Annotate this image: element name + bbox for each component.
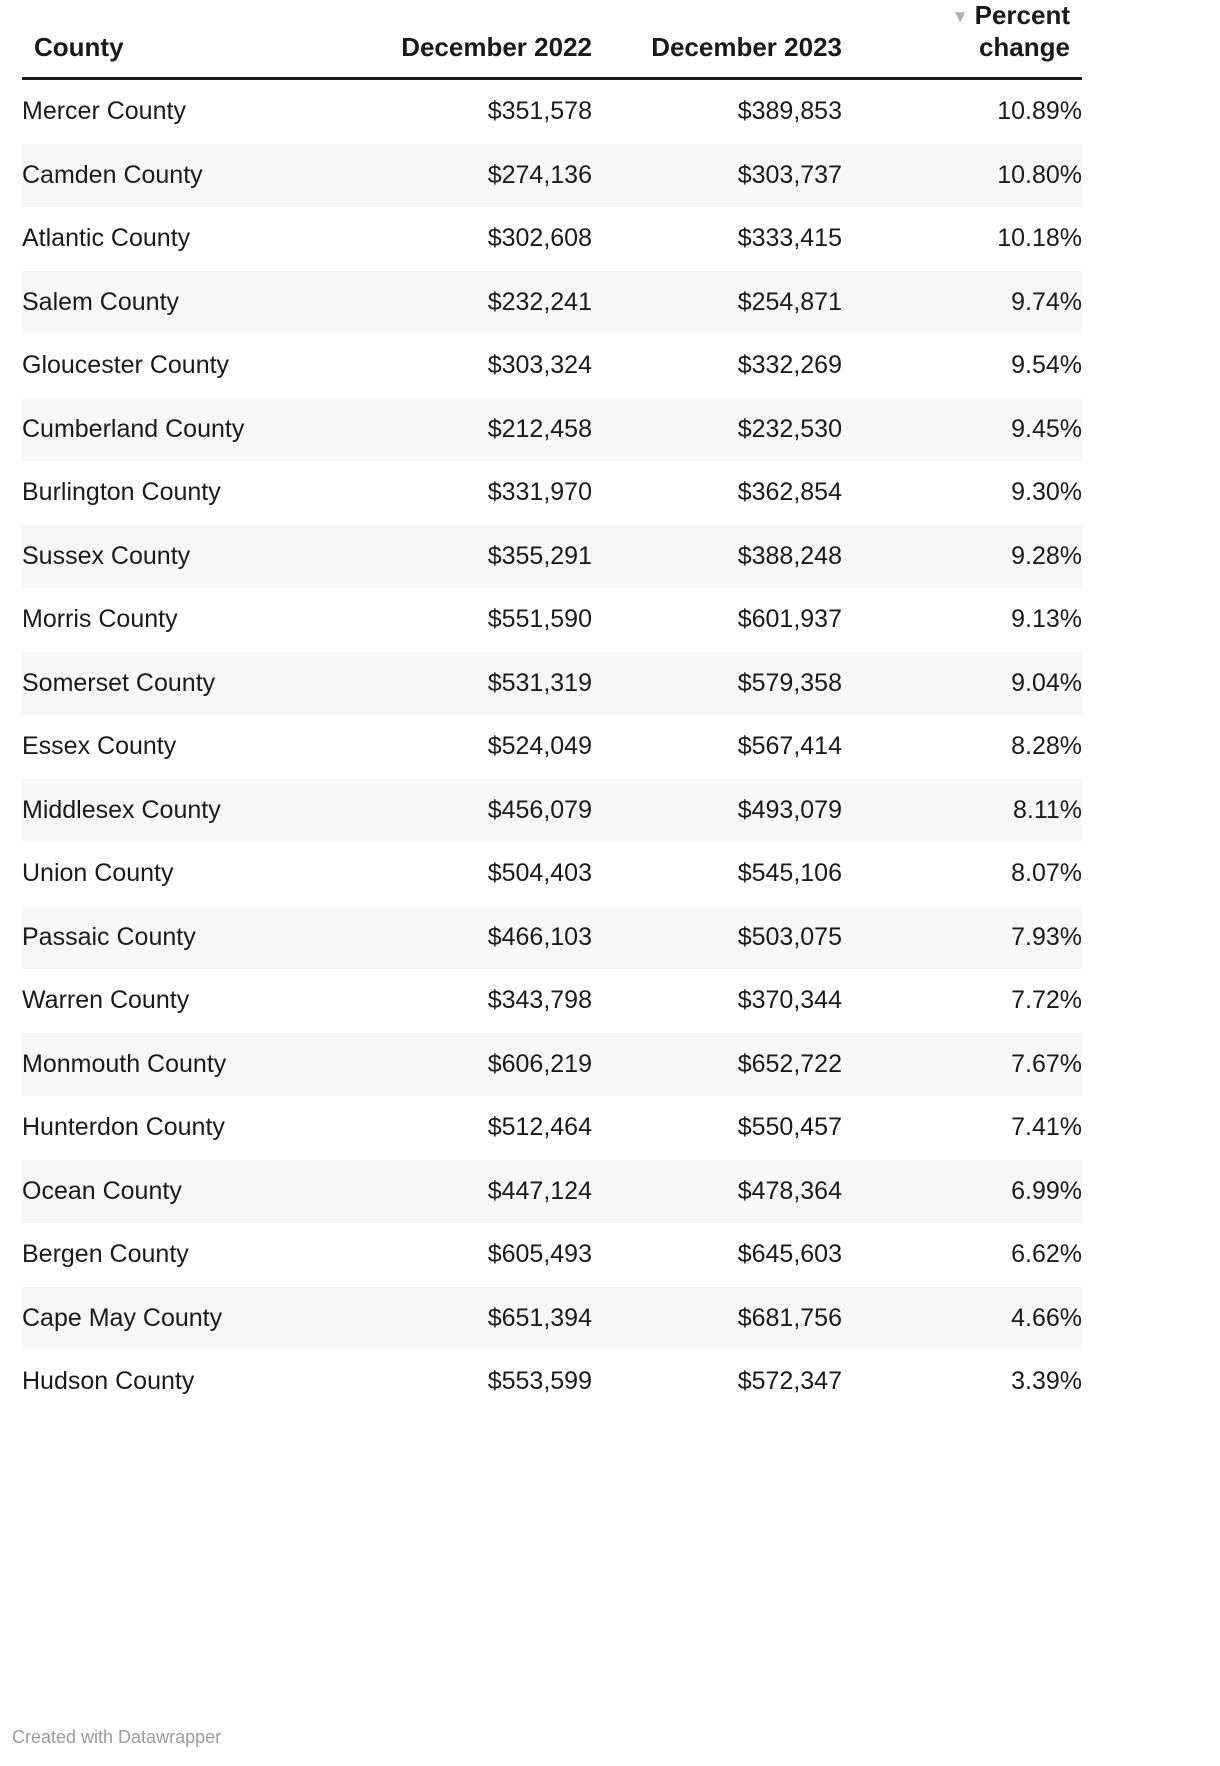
cell-december-2023: $388,248: [737, 541, 842, 570]
table-row: [22, 1033, 1082, 1097]
cell-percent-change: 9.13%: [1011, 605, 1082, 634]
column-header-county[interactable]: [22, 0, 342, 79]
cell-county: Ocean County: [22, 1176, 182, 1205]
cell-county: Warren County: [22, 986, 190, 1015]
cell-percent-change: 9.54%: [1011, 351, 1082, 380]
cell-december-2023: $579,358: [737, 668, 842, 697]
cell-county: Burlington County: [22, 478, 221, 507]
cell-december-2023: $550,457: [737, 1113, 842, 1142]
cell-county: Union County: [22, 859, 174, 888]
cell-december-2022: $447,124: [487, 1176, 592, 1205]
cell-county: Essex County: [22, 732, 177, 761]
cell-december-2023: $545,106: [737, 859, 842, 888]
cell-december-2022: $524,049: [487, 732, 592, 761]
cell-december-2022: $531,319: [487, 668, 592, 697]
table-header: [22, 0, 1082, 79]
table-row: [22, 652, 1082, 716]
cell-december-2022: $456,079: [487, 795, 592, 824]
cell-percent-change: 9.28%: [1011, 541, 1082, 570]
table-row: [22, 525, 1082, 589]
cell-december-2022: $605,493: [487, 1240, 592, 1269]
table-row: [22, 779, 1082, 843]
table-row: [22, 1223, 1082, 1287]
cell-december-2022: $212,458: [487, 414, 592, 443]
cell-december-2023: $493,079: [737, 795, 842, 824]
cell-percent-change: 10.18%: [997, 224, 1082, 253]
cell-december-2022: $302,608: [487, 224, 592, 253]
cell-december-2022: $343,798: [487, 986, 592, 1015]
cell-december-2023: $232,530: [737, 414, 842, 443]
table-row: [22, 1287, 1082, 1351]
table-row: [22, 715, 1082, 779]
cell-county: Morris County: [22, 605, 178, 634]
cell-december-2023: $572,347: [737, 1367, 842, 1396]
cell-december-2022: $355,291: [487, 541, 592, 570]
cell-county: Hunterdon County: [22, 1113, 225, 1142]
column-header-percent-change[interactable]: [842, 0, 1082, 79]
cell-county: Middlesex County: [22, 795, 221, 824]
table-row: [22, 906, 1082, 970]
table-row: [22, 271, 1082, 335]
table-row: [22, 1160, 1082, 1224]
cell-december-2022: $351,578: [487, 97, 592, 126]
table-row: [22, 207, 1082, 271]
cell-county: Bergen County: [22, 1240, 189, 1269]
cell-december-2022: $606,219: [487, 1049, 592, 1078]
cell-december-2023: $478,364: [737, 1176, 842, 1205]
table-header-row: [22, 0, 1082, 79]
cell-percent-change: 10.89%: [997, 97, 1082, 126]
cell-county: Passaic County: [22, 922, 196, 951]
table-row: [22, 842, 1082, 906]
cell-percent-change: 9.04%: [1011, 668, 1082, 697]
cell-percent-change: 6.62%: [1011, 1240, 1082, 1269]
cell-december-2023: $601,937: [737, 605, 842, 634]
cell-county: Atlantic County: [22, 224, 191, 253]
cell-percent-change: 9.74%: [1011, 287, 1082, 316]
cell-december-2023: $254,871: [737, 287, 842, 316]
cell-percent-change: 9.30%: [1011, 478, 1082, 507]
column-header-december-2023-label: December 2023: [651, 31, 842, 62]
cell-percent-change: 7.67%: [1011, 1049, 1082, 1078]
cell-percent-change: 8.07%: [1011, 859, 1082, 888]
table-row: [22, 79, 1082, 144]
cell-december-2023: $645,603: [737, 1240, 842, 1269]
cell-december-2023: $332,269: [737, 351, 842, 380]
table-row: [22, 1096, 1082, 1160]
table-body: [22, 79, 1082, 1414]
cell-county: Somerset County: [22, 668, 216, 697]
cell-december-2022: $553,599: [487, 1367, 592, 1396]
cell-december-2023: $370,344: [737, 986, 842, 1015]
cell-county: Mercer County: [22, 97, 186, 126]
cell-percent-change: 8.28%: [1011, 732, 1082, 761]
column-header-change-label: change: [978, 31, 1070, 62]
cell-december-2022: $551,590: [487, 605, 592, 634]
cell-percent-change: 7.72%: [1011, 986, 1082, 1015]
cell-december-2023: $567,414: [737, 732, 842, 761]
cell-percent-change: 9.45%: [1011, 414, 1082, 443]
table-row: [22, 588, 1082, 652]
cell-percent-change: 3.39%: [1011, 1367, 1082, 1396]
cell-december-2022: $512,464: [487, 1113, 592, 1142]
table-row: [22, 334, 1082, 398]
cell-percent-change: 7.41%: [1011, 1113, 1082, 1142]
cell-december-2023: $503,075: [737, 922, 842, 951]
cell-december-2023: $652,722: [737, 1049, 842, 1078]
cell-december-2022: $232,241: [487, 287, 592, 316]
cell-percent-change: 7.93%: [1011, 922, 1082, 951]
table-row: [22, 398, 1082, 462]
cell-percent-change: 10.80%: [997, 160, 1082, 189]
cell-december-2022: $504,403: [487, 859, 592, 888]
attribution-footer[interactable]: Created with Datawrapper: [12, 1727, 222, 1747]
column-header-percent-label: Percent: [974, 0, 1070, 30]
column-header-december-2022[interactable]: [342, 0, 592, 79]
cell-december-2022: $274,136: [487, 160, 592, 189]
cell-december-2023: $303,737: [737, 160, 842, 189]
cell-county: Cape May County: [22, 1303, 223, 1332]
cell-december-2023: $681,756: [737, 1303, 842, 1332]
cell-county: Camden County: [22, 160, 203, 189]
sort-descending-icon[interactable]: ▼: [951, 7, 969, 26]
cell-county: Salem County: [22, 287, 180, 316]
cell-county: Gloucester County: [22, 351, 230, 380]
cell-percent-change: 4.66%: [1011, 1303, 1082, 1332]
cell-december-2022: $466,103: [487, 922, 592, 951]
cell-december-2023: $362,854: [737, 478, 842, 507]
cell-county: Monmouth County: [22, 1049, 227, 1078]
cell-december-2023: $333,415: [737, 224, 842, 253]
table-row: [22, 969, 1082, 1033]
table-row: [22, 1350, 1082, 1414]
cell-december-2023: $389,853: [737, 97, 842, 126]
cell-county: Cumberland County: [22, 414, 245, 443]
table-row: [22, 144, 1082, 208]
column-header-december-2022-label: December 2022: [401, 31, 592, 62]
county-home-price-table: [22, 0, 1082, 1414]
cell-percent-change: 8.11%: [1012, 795, 1082, 824]
cell-december-2022: $331,970: [487, 478, 592, 507]
cell-county: Hudson County: [22, 1367, 195, 1396]
column-header-percent-change-line1: [842, 0, 1070, 32]
column-header-december-2023[interactable]: [592, 0, 842, 79]
cell-december-2022: $651,394: [487, 1303, 592, 1332]
cell-county: Sussex County: [22, 541, 191, 570]
column-header-county-label: County: [34, 31, 124, 62]
cell-december-2022: $303,324: [487, 351, 592, 380]
cell-percent-change: 6.99%: [1011, 1176, 1082, 1205]
table-row: [22, 461, 1082, 525]
